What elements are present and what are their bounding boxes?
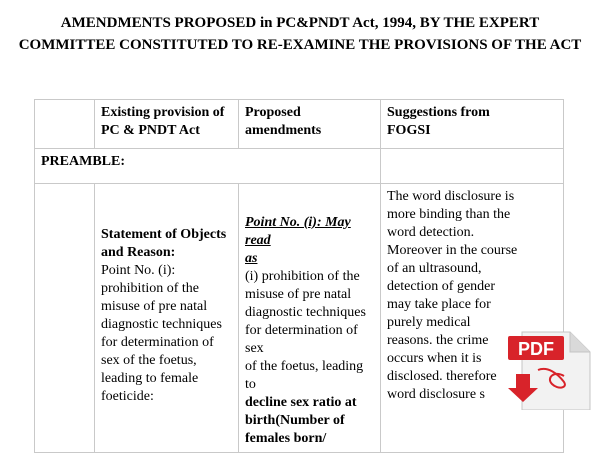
existing-text: Point No. (i): prohibition of the misuse of pre natal diagnostic techniques for determination of sex of the foetus, leading to female foeticide: xyxy=(101,263,222,404)
proposed-text: (i) prohibition of the misuse of pre natal diagnostic techniques for determination of sex of the foetus, leading to decline sex ratio at birth(Number of females born/ xyxy=(245,269,366,446)
table-header-row xyxy=(35,100,564,149)
header-fogsi-suggestions: Suggestions from FOGSI xyxy=(381,100,564,149)
preamble-empty-cell xyxy=(381,149,564,184)
existing-provision-cell xyxy=(95,184,239,453)
document-title xyxy=(0,12,600,56)
header-existing-provision: Existing provision of PC & PNDT Act xyxy=(95,100,239,149)
proposed-amendment-cell xyxy=(239,184,381,453)
title-line-1: AMENDMENTS PROPOSED in PC&PNDT Act, 1994, BY THE EXPERT xyxy=(60,15,540,31)
preamble-label: PREAMBLE: xyxy=(35,149,381,184)
title-line-2: COMMITTEE CONSTITUTED TO RE-EXAMINE THE PROVISIONS OF THE ACT xyxy=(18,37,582,53)
table-row xyxy=(35,184,564,453)
preamble-row xyxy=(35,149,564,184)
fogsi-suggestion-cell: The word disclosure is more binding than the word detection. Moreover in the course of an ultrasound, detection of gender may take place for purely medical reasons. the crime occurs when it is disclosed. therefore word disclosure s xyxy=(381,184,564,453)
proposed-point-heading: Point No. (i): May read as xyxy=(245,215,351,266)
header-proposed-amendments: Proposed amendments xyxy=(239,100,381,149)
row-empty-cell xyxy=(35,184,95,453)
pdf-label: PDF xyxy=(518,339,554,359)
objects-heading: Statement of Objects and Reason: xyxy=(101,227,227,260)
header-empty-cell xyxy=(35,100,95,149)
download-arrow-stem xyxy=(516,374,530,388)
pdf-page-fold xyxy=(570,332,590,352)
pdf-download-icon[interactable] xyxy=(508,330,592,410)
